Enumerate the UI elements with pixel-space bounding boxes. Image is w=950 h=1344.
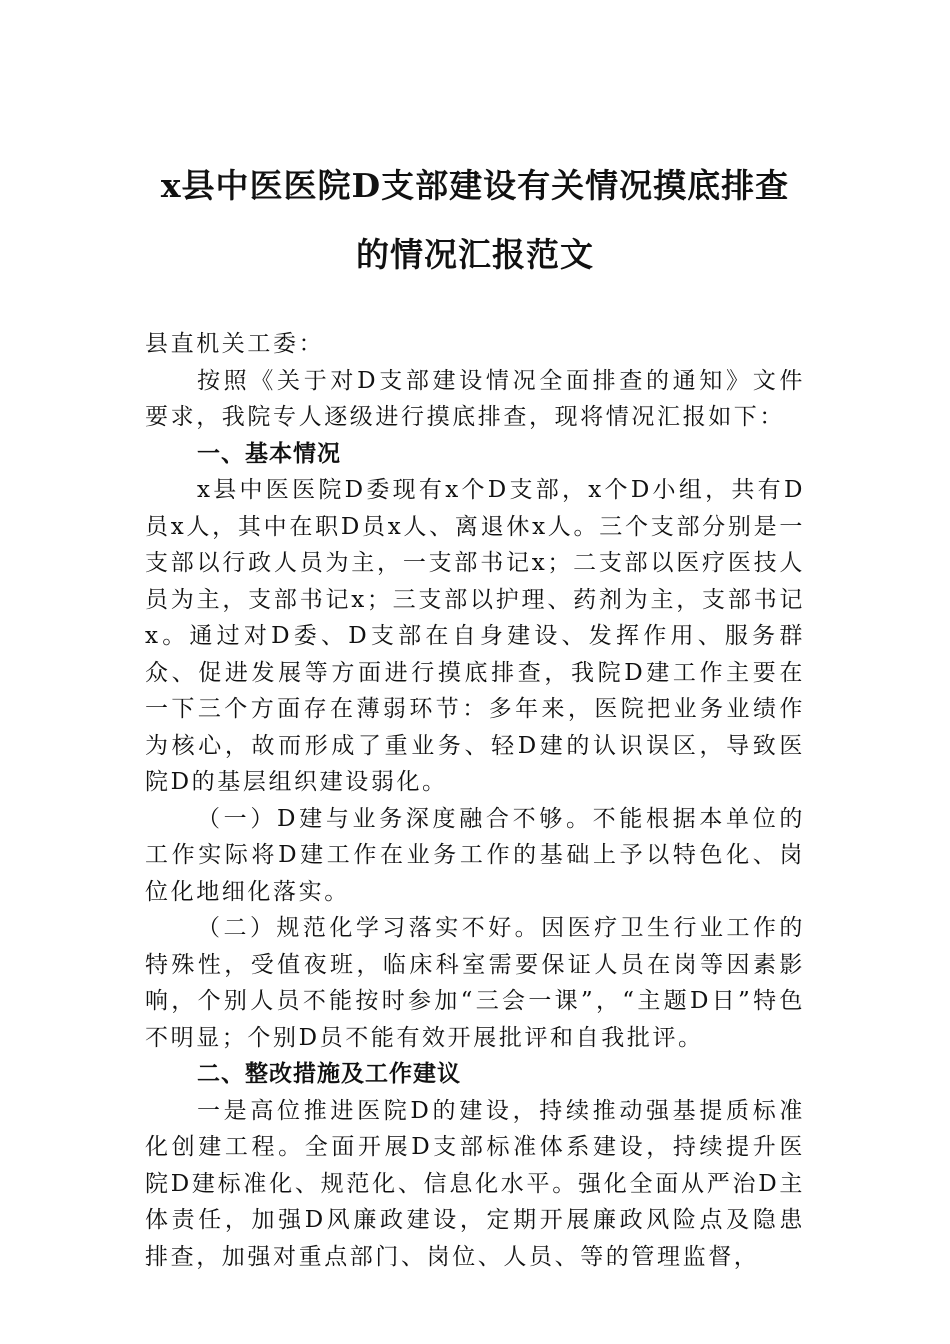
section-2-paragraph: 一是高位推进医院D的建设，持续推动强基提质标准化创建工程。全面开展D支部标准体系建设，持续提升医院D建标准化、规范化、信息化水平。强化全面从严治D主体责任，加强D风廉政建设，定期开展廉政风险点及隐患排查，加强对重点部门、岗位、人员、等的管理监督， <box>145 1097 805 1270</box>
intro-paragraph: 按照《关于对D支部建设情况全面排查的通知》文件要求，我院专人逐级进行摸底排查，现将情况汇报如下： <box>145 367 805 430</box>
section-2-heading: 二、整改措施及工作建议 <box>197 1061 461 1087</box>
document-title-line-1: x县中医医院D支部建设有关情况摸底排查 <box>160 166 790 205</box>
section-1-item-2: （二）规范化学习落实不好。因医疗卫生行业工作的特殊性，受值夜班，临床科室需要保证人员在岗等因素影响，个别人员不能按时参加“三会一课”，“主题D日”特色不明显；个别D员不能有效开展批评和自我批评。 <box>145 915 805 1051</box>
section-1-item-1: （一）D建与业务深度融合不够。不能根据本单位的工作实际将D建工作在业务工作的基础上予以特色化、岗位化地细化落实。 <box>145 805 805 905</box>
document-title-line-2: 的情况汇报范文 <box>356 235 594 274</box>
section-1-paragraph: x县中医医院D委现有x个D支部，x个D小组，共有D员x人，其中在职D员x人、离退休x人。三个支部分别是一支部以行政人员为主，一支部书记x；二支部以医疗医技人员为主，支部书记x；三支部以护理、药剂为主，支部书记x。通过对D委、D支部在自身建设、发挥作用、服务群众、促进发展等方面进行摸底排查，我院D建工作主要在一下三个方面存在薄弱环节：多年来，医院把业务业绩作为核心，故而形成了重业务、轻D建的认识误区，导致医院D的基层组织建设弱化。 <box>145 477 805 795</box>
section-1-heading: 一、基本情况 <box>197 440 341 467</box>
salutation: 县直机关工委： <box>145 331 325 357</box>
document-body <box>145 326 805 1275</box>
